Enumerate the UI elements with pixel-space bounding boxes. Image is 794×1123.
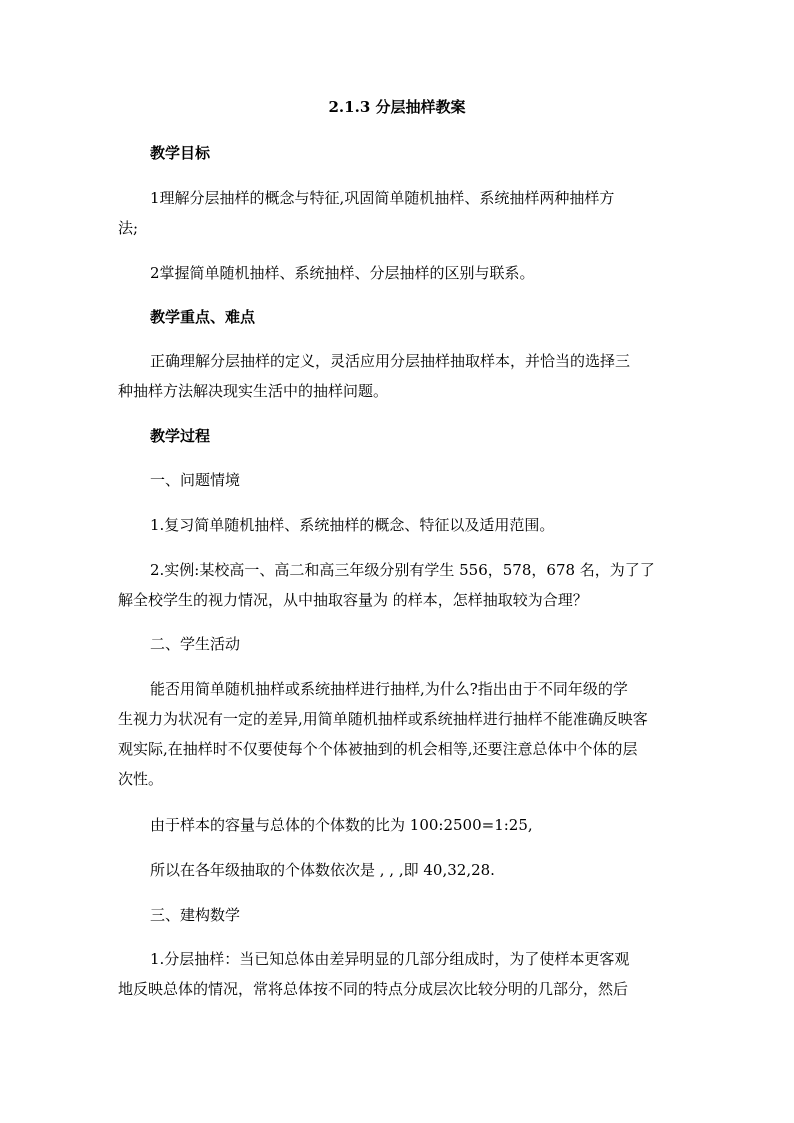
part-2-paragraph	[118, 674, 680, 794]
goal-2: 2掌握简单随机抽样、系统抽样、分层抽样的区别与联系。	[150, 264, 535, 282]
keypoints-heading: 教学重点、难点	[150, 308, 256, 326]
part-2-para-line-1: 能否用简单随机抽样或系统抽样进行抽样,为什么?指出由于不同年级的学	[150, 680, 628, 698]
part-2-para-line-2: 生视力为状况有一定的差异,用简单随机抽样或系统抽样进行抽样不能准确反映客	[118, 710, 648, 728]
part-2-para-line-4: 次性。	[118, 770, 164, 788]
part-3-item-1-line-1: 1.分层抽样：当已知总体由差异明显的几部分组成时，为了使样本更客观	[150, 950, 630, 968]
part-1-item-2-line-2: 解全校学生的视力情况，从中抽取容量为 的样本，怎样抽取较为合理？	[118, 591, 588, 609]
keypoints-paragraph	[118, 346, 680, 406]
part-2-counts: 所以在各年级抽取的个体数依次是 , , ,即 40,32,28.	[150, 861, 495, 879]
process-heading: 教学过程	[150, 427, 211, 445]
part-3-item-1	[118, 944, 680, 1004]
goal-1	[118, 183, 680, 243]
keypoints-line-2: 种抽样方法解决现实生活中的抽样问题。	[118, 382, 389, 400]
part-1-item-2	[118, 555, 680, 615]
part-2-ratio: 由于样本的容量与总体的个体数的比为 100:2500=1:25,	[150, 816, 533, 834]
goal-1-line-1: 1理解分层抽样的概念与特征,巩固简单随机抽样、系统抽样两种抽样方	[150, 189, 615, 207]
keypoints-line-1: 正确理解分层抽样的定义，灵活应用分层抽样抽取样本，并恰当的选择三	[150, 352, 631, 370]
part-1-item-2-line-1: 2.实例:某校高一、高二和高三年级分别有学生 556，578，678 名，为了了	[150, 561, 655, 579]
part-1-heading: 一、问题情境	[150, 471, 241, 489]
part-3-item-1-line-2: 地反映总体的情况，常将总体按不同的特点分成层次比较分明的几部分，然后	[118, 980, 629, 998]
goals-heading: 教学目标	[150, 144, 211, 162]
part-3-heading: 三、建构数学	[150, 906, 241, 924]
document-title: 2.1.3 分层抽样教案	[328, 98, 466, 116]
part-2-heading: 二、学生活动	[150, 635, 241, 653]
goal-1-line-2: 法;	[118, 219, 139, 237]
part-1-item-1: 1.复习简单随机抽样、系统抽样的概念、特征以及适用范围。	[150, 516, 555, 534]
part-2-para-line-3: 观实际,在抽样时不仅要使每个个体被抽到的机会相等,还要注意总体中个体的层	[118, 740, 638, 758]
